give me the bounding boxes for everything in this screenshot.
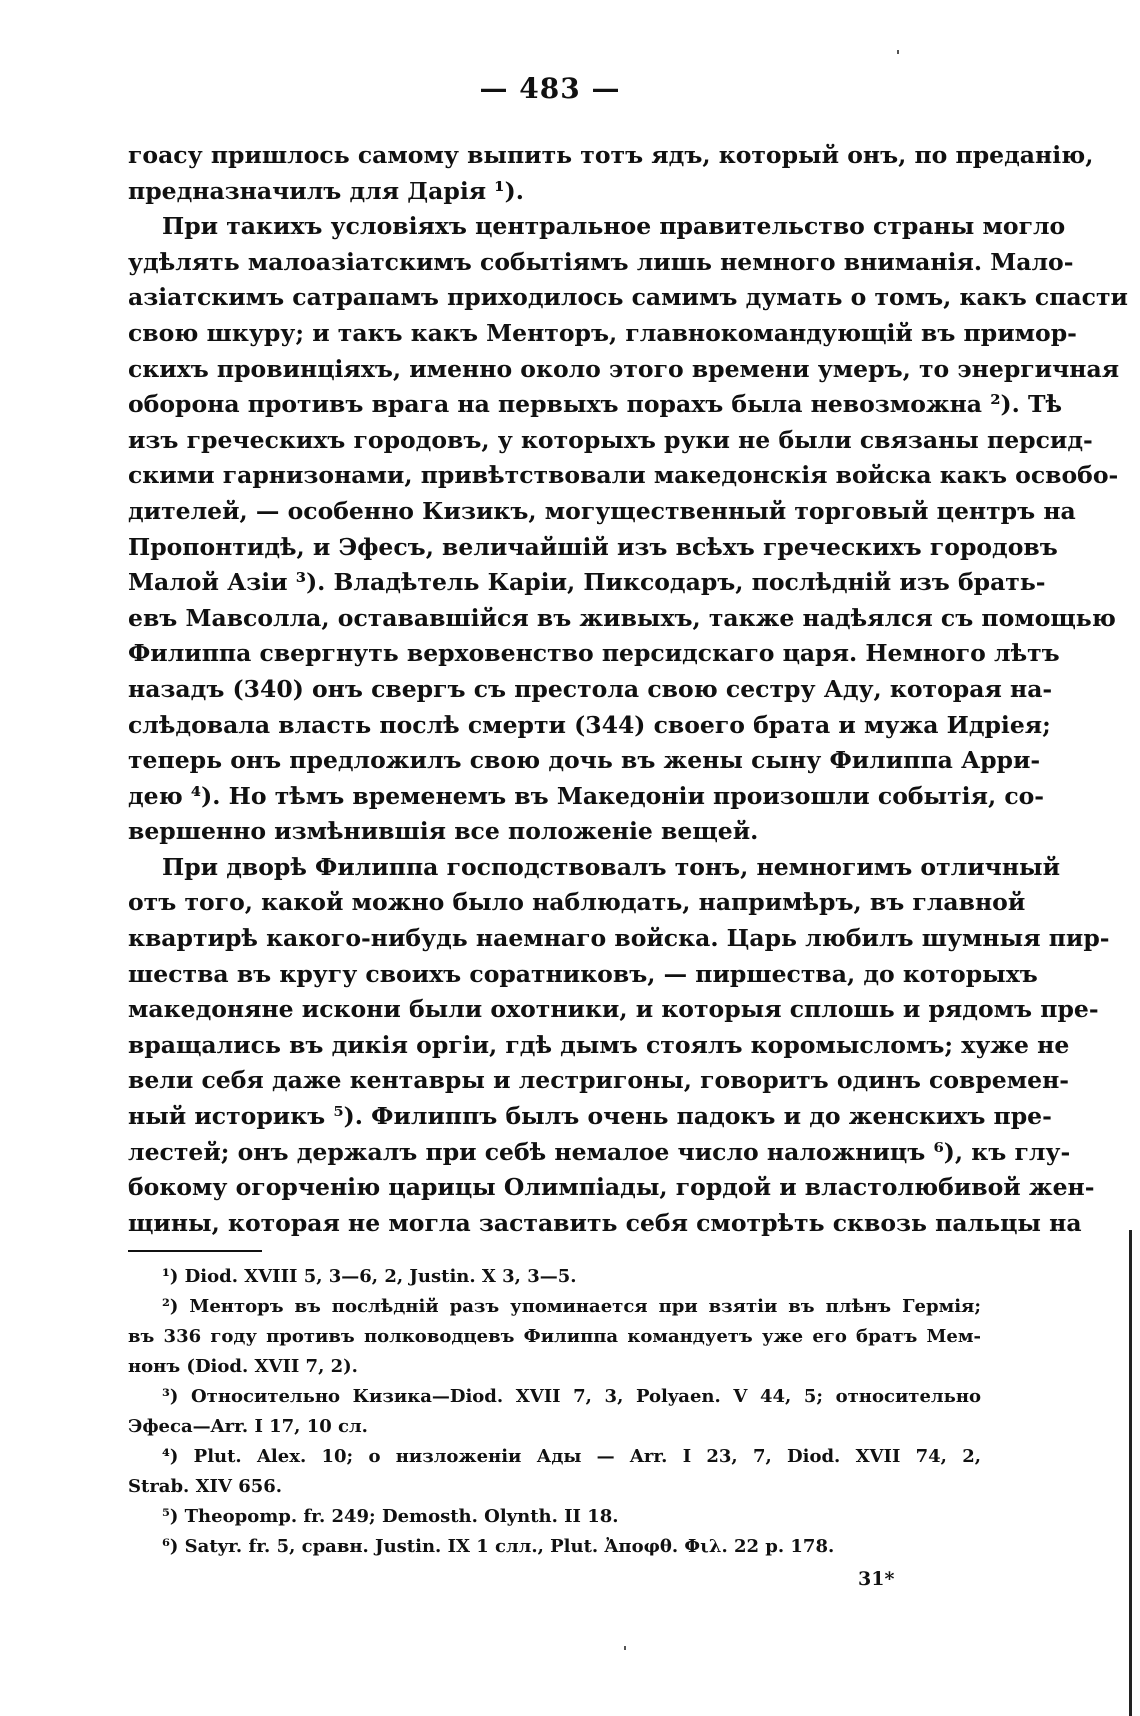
body-line: Пропонтидѣ, и Эфесъ, величайшій изъ всѣхъ греческихъ городовъ <box>128 532 1058 561</box>
body-text <box>128 138 1128 1241</box>
body-line: вершенно измѣнившія все положеніе вещей. <box>128 817 759 846</box>
scan-fleck <box>897 50 899 54</box>
footnote-line: въ 336 году противъ полководцевъ Филиппа командуетъ уже его братъ Мем- <box>128 1326 981 1347</box>
footnote-line: ²) Менторъ въ послѣдній разъ упоминается при взятіи въ плѣнъ Гермія; <box>162 1296 981 1317</box>
footnote-line: ¹) Diod. XVIII 5, 3—6, 2, Justin. X 3, 3—5. <box>162 1266 577 1287</box>
body-line: Филиппа свергнуть верховенство персидскаго царя. Немного лѣтъ <box>128 639 1060 668</box>
body-line: свою шкуру; и такъ какъ Менторъ, главнокомандующій въ примор- <box>128 318 1077 347</box>
body-line: слѣдовала власть послѣ смерти (344) своего брата и мужа Идріея; <box>128 710 1051 739</box>
scan-fleck <box>624 1646 626 1650</box>
body-line: теперь онъ предложилъ свою дочь въ жены сыну Филиппа Арри- <box>128 746 1041 775</box>
body-line: дею ⁴). Но тѣмъ временемъ въ Македоніи произошли событія, со- <box>128 781 1045 810</box>
body-line: бокому огорченію царицы Олимпіады, гордой и властолюбивой жен- <box>128 1173 1095 1202</box>
footnote-line: ⁴) Plut. Alex. 10; о низложеніи Ады — Arr. I 23, 7, Diod. XVII 74, 2, <box>162 1446 981 1467</box>
footnote-line: ⁵) Theopomp. fr. 249; Demosth. Olynth. II 18. <box>162 1506 619 1527</box>
footnote-line: Эфеса—Arr. I 17, 10 сл. <box>128 1416 368 1437</box>
body-line: азіатскимъ сатрапамъ приходилось самимъ думать о томъ, какъ спасти <box>128 283 1128 312</box>
body-line: оборона противъ врага на первыхъ порахъ была невозможна ²). Тѣ <box>128 390 1062 419</box>
body-line: Малой Азіи ³). Владѣтель Каріи, Пиксодаръ, послѣдній изъ брать- <box>128 568 1046 597</box>
body-line: предназначилъ для Дарія ¹). <box>128 176 524 205</box>
body-line: вращались въ дикія оргіи, гдѣ дымъ стоялъ коромысломъ; хуже не <box>128 1030 1070 1059</box>
body-line: назадъ (340) онъ свергъ съ престола свою сестру Аду, которая на- <box>128 674 1053 703</box>
body-line: скихъ провинціяхъ, именно около этого времени умеръ, то энергичная <box>128 354 1120 383</box>
paragraph-start-line: При такихъ условіяхъ центральное правительство страны могло <box>162 212 1066 241</box>
body-line: евъ Мавсолла, остававшійся въ живыхъ, также надѣялся съ помощью <box>128 603 1116 632</box>
body-line: скими гарнизонами, привѣтствовали македонскія войска какъ освобо- <box>128 461 1119 490</box>
footnote-line: ³) Относительно Кизика—Diod. XVII 7, 3, Polyaen. V 44, 5; относительно <box>162 1386 981 1407</box>
body-line: вели себя даже кентавры и лестригоны, говоритъ одинъ современ- <box>128 1066 1070 1095</box>
footnote-line: Strab. XIV 656. <box>128 1476 283 1497</box>
body-line: ный историкъ ⁵). Филиппъ былъ очень падокъ и до женскихъ пре- <box>128 1102 1052 1131</box>
footnote-line: нонъ (Diod. XVII 7, 2). <box>128 1356 358 1377</box>
body-line: шества въ кругу своихъ соратниковъ, — пиршества, до которыхъ <box>128 959 1038 988</box>
body-line: щины, которая не могла заставить себя смотрѣть сквозь пальцы на <box>128 1208 1082 1237</box>
signature-mark: 31* <box>858 1568 895 1590</box>
paragraph-start-line: При дворѣ Филиппа господствовалъ тонъ, немногимъ отличный <box>162 852 1061 881</box>
body-line: дителей, — особенно Кизикъ, могущественный торговый центръ на <box>128 496 1076 525</box>
body-line: гоасу пришлось самому выпить тотъ ядъ, который онъ, по преданію, <box>128 141 1094 169</box>
page-number: — 483 — <box>479 72 621 105</box>
body-line: отъ того, какой можно было наблюдать, напримѣръ, въ главной <box>128 888 1026 917</box>
body-line: лестей; онъ держалъ при себѣ немалое число наложницъ ⁶), къ глу- <box>128 1137 1071 1166</box>
body-line: удѣлять малоазіатскимъ событіямъ лишь немного вниманія. Мало- <box>128 247 1074 276</box>
body-line: изъ греческихъ городовъ, у которыхъ руки не были связаны персид- <box>128 425 1093 454</box>
body-line: квартирѣ какого-нибудь наемнаго войска. Царь любилъ шумныя пир- <box>128 924 1110 953</box>
body-line: македоняне искони были охотники, и которыя сплошь и рядомъ пре- <box>128 995 1099 1024</box>
footnotes <box>128 1262 981 1562</box>
footnote-rule <box>128 1250 262 1252</box>
footnote-line: ⁶) Satyr. fr. 5, сравн. Justin. IX 1 слл., Plut. Ἀποφθ. Φιλ. 22 p. 178. <box>162 1536 835 1557</box>
page-edge-line <box>1129 1230 1132 1716</box>
